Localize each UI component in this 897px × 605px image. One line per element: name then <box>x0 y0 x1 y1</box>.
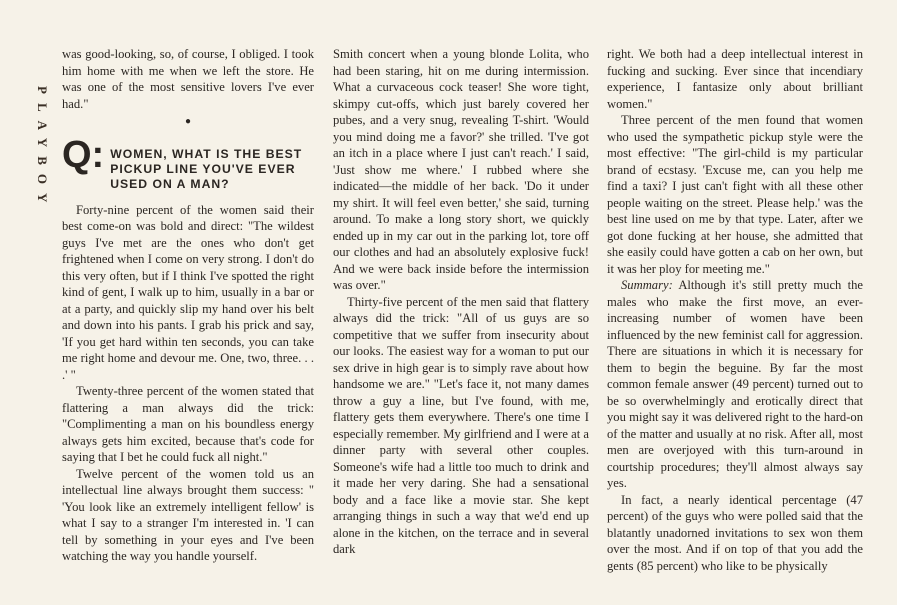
question-text: WOMEN, WHAT IS THE BEST PICKUP LINE YOU'VE EVER USED ON A MAN? <box>110 146 303 191</box>
paragraph: was good-looking, so, of course, I obliged. I took him home with me when we left the store. He was one of the most sensitive lovers I've ever had." <box>62 47 314 111</box>
summary-label: Summary: <box>621 278 673 292</box>
paragraph: Twelve percent of the women told us an intellectual line always brought them success: " 'You look like an extremely intelligent fellow' is what I say to a stranger I'm interested in. 'I can tell by something in your eyes and I've been watching the way you handle yourself. <box>62 466 314 563</box>
separator-dot: ● <box>184 116 192 127</box>
summary-paragraph <box>607 277 863 492</box>
masthead-strip <box>20 38 50 212</box>
paragraph: In fact, a nearly identical percentage (47 percent) of the guys who were polled said that the blatantly unadorned invitations to sex won them over the most. And if on top of that you add the gents (85 percent) who like to be physically <box>607 492 863 573</box>
column-1 <box>62 46 314 565</box>
paragraph: right. We both had a deep intellectual interest in fucking and sucking. Ever since that incendiary experience, I fantasize only about brilliant women." <box>607 47 863 111</box>
paragraph: Three percent of the men found that women who used the sympathetic pickup style were the most effective: "The girl-child is my particular brand of ecstasy. 'Excuse me, can you help me find a taxi? I just can't fight with all these other people waiting on the street. Please help.' was the best line used on me by that type. Later, after we got done fucking at her house, she admitted that she easily could have gotten a cab on her own, but it was her ploy for meeting me." <box>607 113 863 276</box>
masthead: PLAYBOY <box>35 86 50 212</box>
paragraph: Forty-nine percent of the women said their best come-on was bold and direct: "The wildest guys I've met are the ones who don't get frightened when I come on very strong. I don't do this very often, but if I think I've spotted the right kind of gent, I walk up to him, usually in a bar or at a party, and quickly slip my hand over his belt and down into his pants. I grab his prick and say, 'If you get hard within ten seconds, you can take me right home and devour me. One, two, three. . . .' " <box>62 202 314 382</box>
column-3 <box>607 46 863 574</box>
paragraph: Thirty-five percent of the men said that flattery always did the trick: "All of us guys are so competitive that we suffer from insecurity about our looks. The easiest way for a woman to put our sex drive in high gear is to simply rave about how handsome we are." "Let's face it, not many dames throw a guy a line, but I've found, with me, flattery gets them everywhere. There's one time I especially remember. My girlfriend and I were at a dinner party with several other couples. Someone's wife had a little too much to drink and it made her very daring. She had a sensational body and a face like a movie star. She kept arranging things in such a way that we'd end up alone in the kitchen, on the terrace and in several dark <box>333 294 589 556</box>
question-heading <box>62 133 314 192</box>
paragraph: Twenty-three percent of the women stated that flattering a man always did the trick: "Complimenting a man on his boundless energy always gets him excited, because that's code for saying that I bet he could fuck all night." <box>62 384 314 464</box>
paragraph: Smith concert when a young blonde Lolita, who had been staring, hit on me during intermission. What a curvaceous cock teaser! She wore tight, skimpy cut-offs, which just barely covered her pubes, and a very snug, revealing T-shirt. 'Would you mind doing me a favor?' she trilled. 'I've got an itch in a place where I just can't reach.' I said, 'Just show me where.' I rubbed where she indicated—the middle of her back. 'Do it under my shirt. It will feel even better,' she said, turning around. To make a long story short, we quickly ended up in my car out in the parking lot, tore off our clothes and had an absolutely explosive fuck! And we were back inside before the intermission was over." <box>333 47 589 292</box>
column-2 <box>333 46 589 558</box>
summary-text: Although it's still pretty much the males who make the first move, an ever-increasing number of women have been influenced by the new feminist call for aggression. There are situations in which it is necessary for them to begin the beguine. By far the most common female answer (49 percent) turned out to be so overwhelmingly and erotically direct that you might say it was delivered right to the hard-on of the matter and usually at no risk. After all, most men are overjoyed with this turn-around in courtship procedures; they'll almost always say yes. <box>607 278 863 490</box>
question-mark: Q: <box>62 133 105 176</box>
